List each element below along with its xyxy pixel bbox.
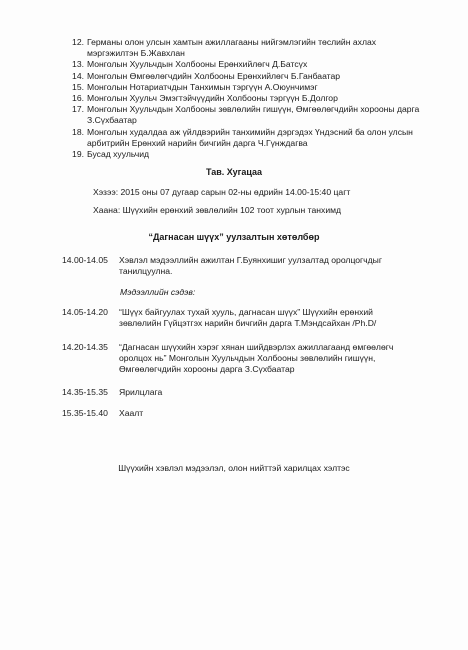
schedule-time: 15.35-15.40 [62,408,108,418]
schedule-row [62,255,417,277]
list-item: 13. Монголын Хуульчдын Холбооны Ерөнхийлөгч Д.Батсүх [72,59,308,70]
schedule-time: 14.05-14.20 [62,307,108,317]
schedule-desc: “Дагнасан шүүхийн хэрэг хянан шийдвэрлэх ажиллагаанд өмгөөлөгч оролцох нь” Монголын Хуульчдын Холбооны зөвлөлийн гишүүн, Өмгөөлөгчдийн хорооны дарга З.Сүхбаатар [119,342,394,375]
schedule-time: 14.00-14.05 [62,255,108,265]
list-item: 17. Монголын Хуульчдын Холбооны зөвлөлийн гишүүн, Өмгөөлөгчдийн хорооны дарга З.Сүхбаатар [72,104,420,126]
schedule-row [62,342,417,376]
list-item: 19. Бусад хуульчид [72,149,150,160]
schedule-row-1 [62,307,417,329]
topic-label: Мэдээллийн сэдэв: [120,287,196,297]
schedule-desc: Ярилцлага [119,387,163,397]
schedule-row-2 [62,342,417,376]
schedule-row [62,307,417,329]
list-item: 15. Монголын Нотариатчдын Танхимын тэргүүн А.Оюунчимэг [72,81,318,92]
participant-list [62,37,422,160]
time-line: Хэзээ: 2015 оны 07 дугаар сарын 02-ны өдрийн 14.00-15:40 цагт [93,187,351,197]
schedule-intro [62,255,417,277]
schedule-row [62,408,417,419]
schedule-row-3 [62,387,417,398]
list-item: 14. Монголын Өмгөөлөгчдийн Холбооны Ерөнхийлөгч Б.Ганбаатар [72,70,341,81]
program-title: “Дагнасан шүүх” уулзалтын хөтөлбөр [148,232,320,242]
schedule-row [62,387,417,398]
schedule-desc: Хэвлэл мэдээллийн ажилтан Г.Буянхишиг уулзалтад оролцогчдыг танилцуулна. [119,255,382,277]
section-five-title: Тав. Хугацаа [205,167,263,177]
schedule-desc: “Шүүх байгуулах тухай хууль, дагнасан шүүх” Шүүхийн ерөнхий зөвлөлийн Гүйцэтгэх нарийн бичгийн дарга Т.Мэндсайхан /Ph.D/ [119,307,377,329]
schedule-time: 14.35-15.35 [62,387,108,397]
list-item: 16. Монголын Хуульч Эмэгтэйчүүдийн Холбооны тэргүүн Б.Долгор [72,93,338,104]
place-line: Хаана: Шүүхийн ерөнхий зөвлөлийн 102 тоот хурлын танхимд [93,205,342,215]
schedule-desc: Хаалт [119,408,144,418]
schedule-row-4 [62,408,417,419]
list-item: 12. Германы олон улсын хамтын ажиллагааны нийгэмлэгийн төслийн ахлах мэргэжилтэн Б.Жавхлан [72,37,377,59]
list-item: 18. Монголын худалдаа аж үйлдвэрийн танхимийн дэргэдэх Үндэсний ба олон улсын арбитрийн Ерөнхий нарийн бичгийн дарга Ч.Гүнждагва [72,126,413,148]
footer-department: Шүүхийн хэвлэл мэдээлэл, олон нийттэй харилцах хэлтэс [118,463,350,473]
schedule-time: 14.20-14.35 [62,342,108,352]
